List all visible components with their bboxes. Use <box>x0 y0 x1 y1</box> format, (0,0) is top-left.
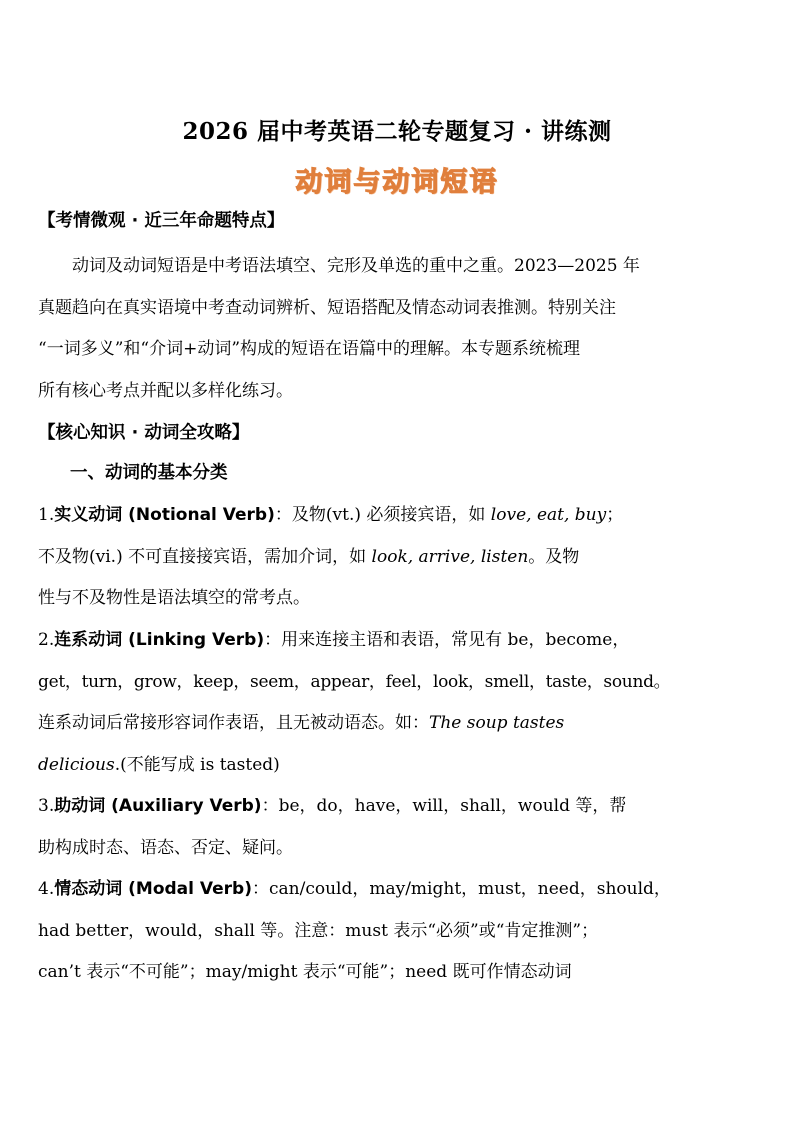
item-term: 情态动词 (Modal Verb) <box>54 879 252 899</box>
item-text: 连系动词后常接形容词作表语，且无被动语态。如： <box>38 713 429 733</box>
item-term: 助动词 (Auxiliary Verb) <box>54 796 262 816</box>
item-term: 连系动词 (Linking Verb) <box>54 630 265 650</box>
item-text: get，turn，grow，keep，seem，appear，feel，look，smell，taste，sound。 <box>38 671 671 692</box>
item-text: ：can/could，may/might，must，need，should， <box>251 879 671 899</box>
item-text: 性与不及物性是语法填空的常考点。 <box>38 588 310 608</box>
paragraph-line: “一词多义”和“介词+动词”构成的短语在语篇中的理解。本专题系统梳理 <box>38 339 581 359</box>
item-number: 4. <box>38 879 55 899</box>
item-text: .(不能写成 is tasted) <box>114 754 280 775</box>
item-text: ：be，do，have，will，shall，would 等，帮 <box>261 796 627 816</box>
item-number: 3. <box>38 796 55 816</box>
list-item-linking-verb <box>38 620 760 786</box>
list-item-notional-verb <box>38 495 760 620</box>
item-text: had better，would，shall 等。注意：must 表示“必须”或“肯定推测”； <box>38 920 599 941</box>
list-item-auxiliary-verb <box>38 786 760 869</box>
item-text: ； <box>606 505 624 525</box>
item-term: 实义动词 (Notional Verb) <box>54 505 275 525</box>
section-heading-exam-analysis: 【考情微观 · 近三年命题特点】 <box>38 211 285 231</box>
paragraph-line: 所有核心考点并配以多样化练习。 <box>38 380 293 401</box>
section-heading-core-knowledge: 【核心知识 · 动词全攻略】 <box>38 423 250 443</box>
item-number: 1. <box>38 505 55 525</box>
item-text: ：用来连接主语和表语，常见有 be，become， <box>264 630 630 650</box>
item-text: 。及物 <box>528 546 580 567</box>
topic-subtitle: 动词与动词短语 <box>295 167 499 198</box>
exam-analysis-paragraph <box>38 246 758 412</box>
example-sentence: The soup tastes <box>429 713 565 733</box>
list-item-modal-verb <box>38 869 760 994</box>
item-text: ：及物(vt.) 必须接宾语，如 <box>274 505 491 525</box>
example-words: love, eat, buy <box>490 505 607 525</box>
example-sentence: delicious <box>38 754 115 775</box>
subheading-verb-classification: 一、动词的基本分类 <box>70 463 228 483</box>
document-title: 2026 届中考英语二轮专题复习 · 讲练测 <box>182 118 612 145</box>
paragraph-line: 真题趋向在真实语境中考查动词辨析、短语搭配及情态动词表推测。特别关注 <box>38 297 616 318</box>
paragraph-line: 动词及动词短语是中考语法填空、完形及单选的重中之重。2023—2025 年 <box>72 256 640 276</box>
item-text: 不及物(vi.) 不可直接接宾语，需加介词，如 <box>38 546 372 567</box>
item-number: 2. <box>38 630 55 650</box>
item-text: 助构成时态、语态、否定、疑问。 <box>38 837 293 858</box>
item-text: can’t 表示“不可能”；may/might 表示“可能”；need 既可作情态动词 <box>38 962 572 982</box>
example-words: look, arrive, listen <box>371 546 529 567</box>
